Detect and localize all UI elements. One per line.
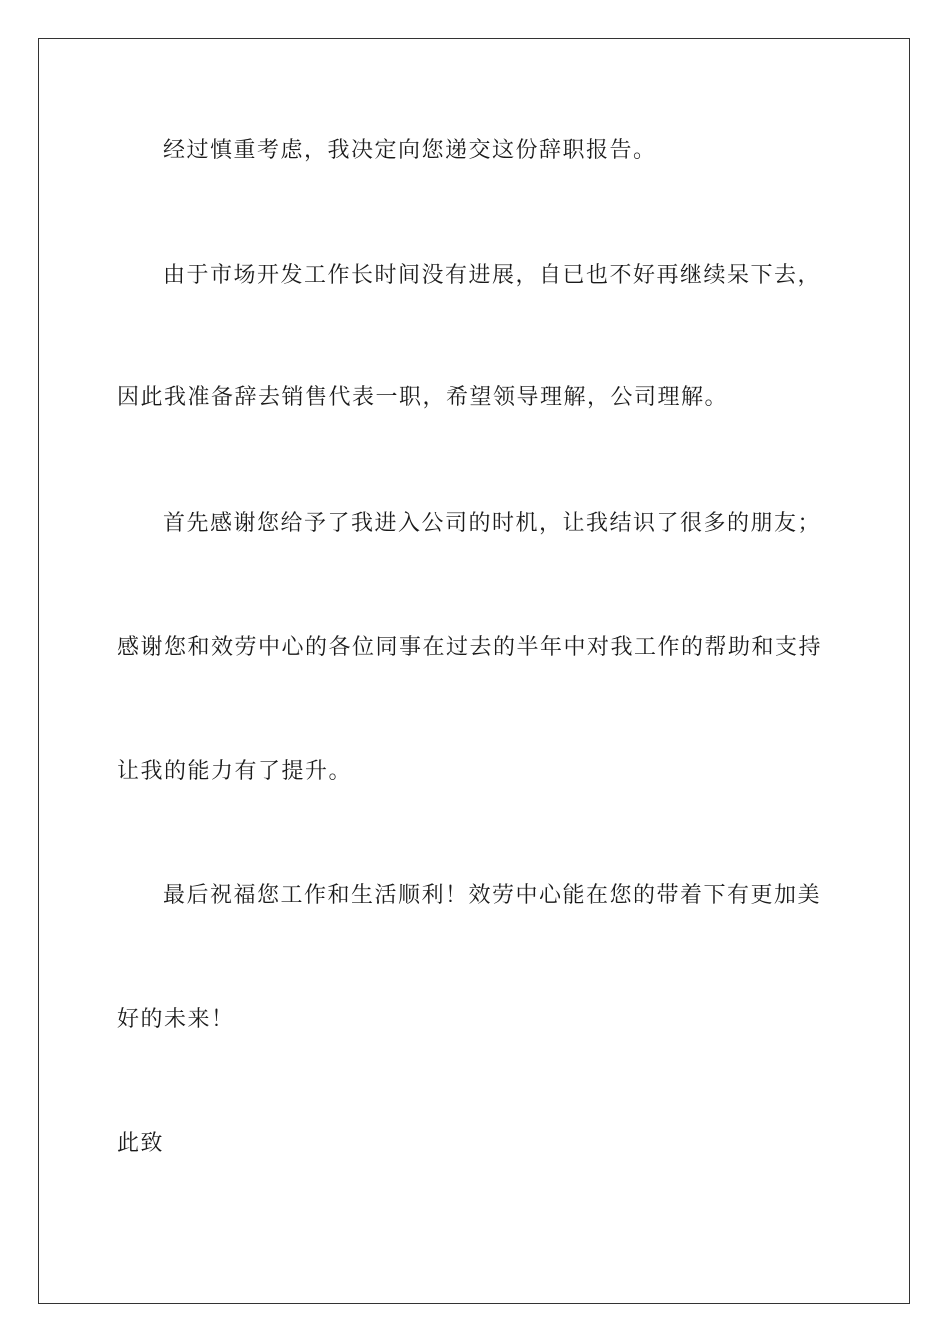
paragraph-4-line-1: 最后祝福您工作和生活顺利！效劳中心能在您的带着下有更加美 [163,883,822,908]
paragraph-3-line-2: 感谢您和效劳中心的各位同事在过去的半年中对我工作的帮助和支持 [117,635,823,660]
paragraph-3-line-3: 让我的能力有了提升。 [117,759,353,784]
paragraph-3-line-1: 首先感谢您给予了我进入公司的时机，让我结识了很多的朋友； [163,511,822,536]
paragraph-2-line-1: 由于市场开发工作长时间没有进展，自已也不好再继续呆下去， [163,263,822,288]
page-border [38,38,910,1304]
paragraph-1-line-1: 经过慎重考虑，我决定向您递交这份辞职报告。 [163,138,657,163]
closing-salutation: 此致 [117,1131,165,1156]
paragraph-4-line-2: 好的未来！ [117,1007,235,1032]
paragraph-2-line-2: 因此我准备辞去销售代表一职，希望领导理解，公司理解。 [117,385,729,410]
